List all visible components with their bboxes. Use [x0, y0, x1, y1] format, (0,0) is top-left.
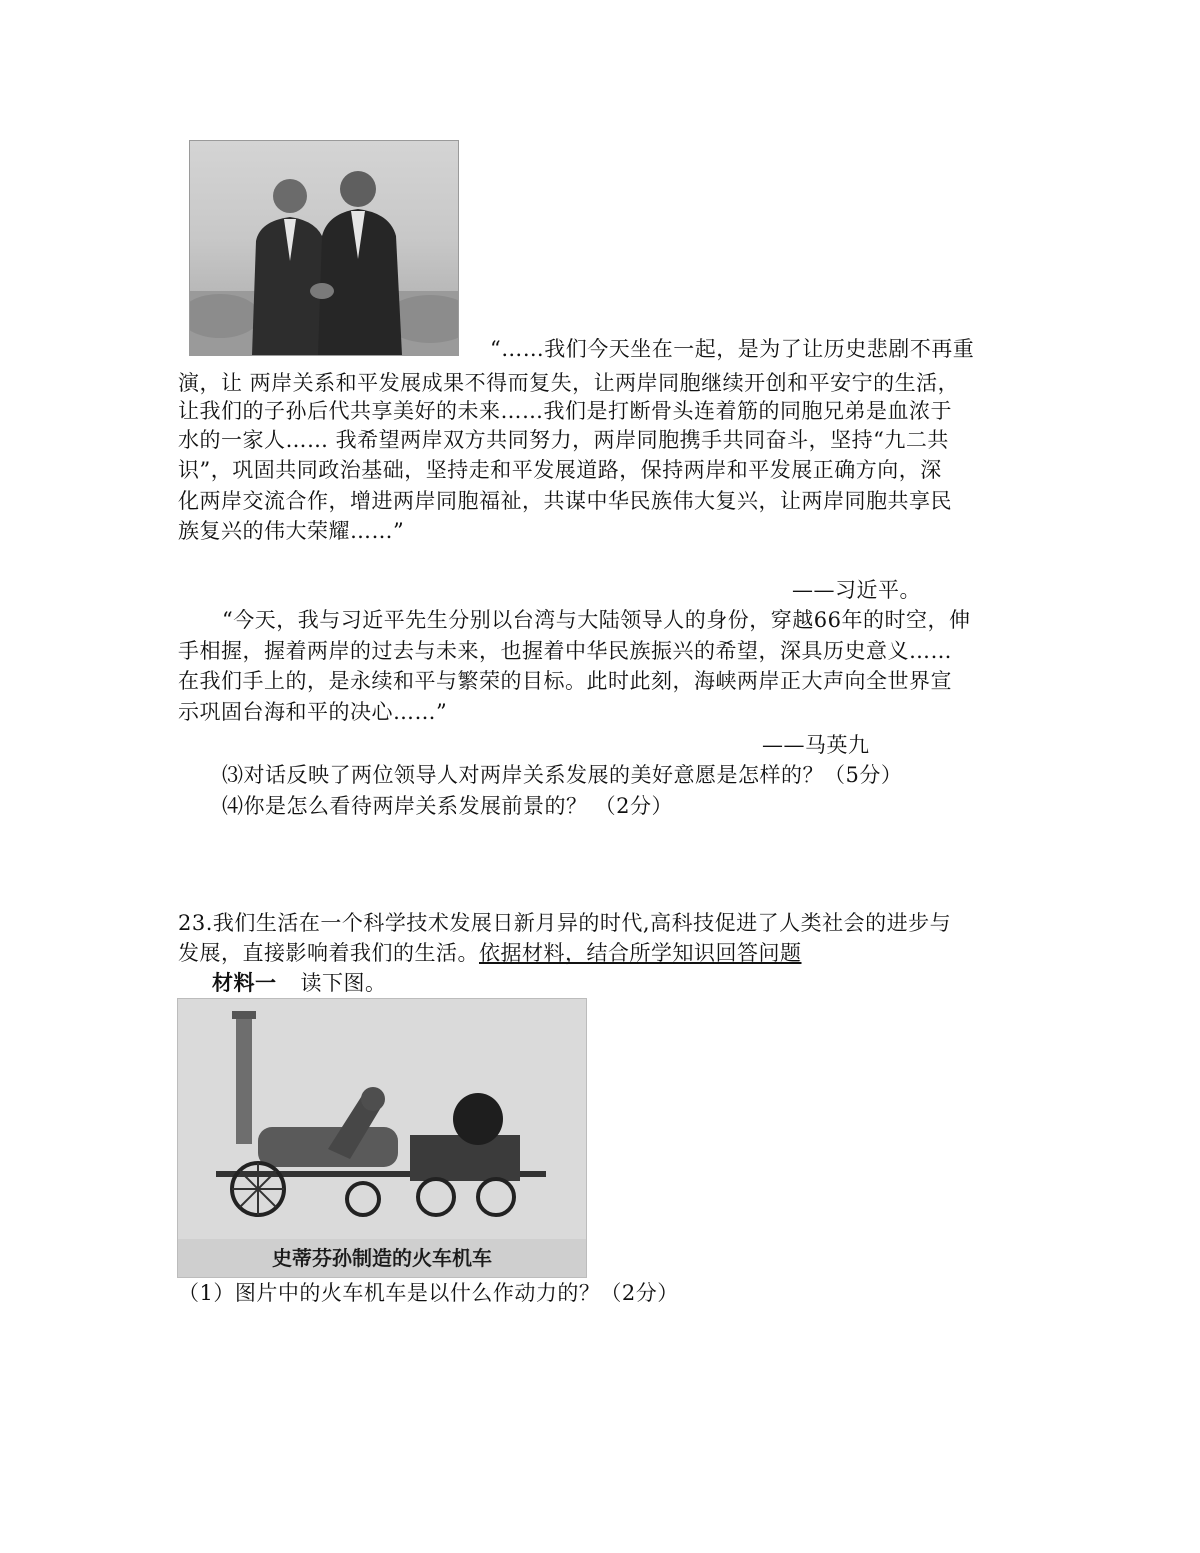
locomotive-caption: 史蒂芬孙制造的火车机车 — [272, 1246, 492, 1270]
ma-quote-line: 在我们手上的，是永续和平与繁荣的目标。此时此刻，海峡两岸正大声向全世界宣 — [178, 669, 952, 693]
q23-intro-line-1: 23.我们生活在一个科学技术发展日新月异的时代,高科技促进了人类社会的进步与 — [178, 911, 952, 935]
ma-quote-line: 手相握，握着两岸的过去与未来，也握着中华民族振兴的希望，深具历史意义…… — [178, 639, 952, 663]
xi-quote-line: 水的一家人…… 我希望两岸双方共同努力，两岸同胞携手共同奋斗，坚持“九二共 — [178, 428, 949, 452]
question-3: ⑶对话反映了两位领导人对两岸关系发展的美好意愿是怎样的？（5分） — [222, 763, 903, 787]
material-text: 读下图。 — [300, 971, 387, 995]
locomotive-image — [177, 998, 587, 1278]
material-one-line — [212, 968, 387, 998]
q23-question-1: （1）图片中的火车机车是以什么作动力的？（2分） — [178, 1281, 679, 1305]
q23-intro-plain: 发展，直接影响着我们的生活。 — [178, 941, 479, 965]
xi-quote-line: 让我们的子孙后代共享美好的未来……我们是打断骨头连着筋的同胞兄弟是血浓于 — [178, 399, 952, 423]
q23-intro-underlined: 依据材料，结合所学知识回答问题 — [479, 941, 802, 965]
ma-quote-line: “今天，我与习近平先生分别以台湾与大陆领导人的身份，穿越66年的时空，伸 — [222, 608, 971, 632]
xi-quote-line: 演，让 两岸关系和平发展成果不得而复失，让两岸同胞继续开创和平安宁的生活， — [178, 371, 960, 395]
question-4: ⑷你是怎么看待两岸关系发展前景的？ （2分） — [222, 794, 674, 818]
xi-quote-line: 识”，巩固共同政治基础，坚持走和平发展道路，保持两岸和平发展正确方向，深 — [178, 458, 942, 482]
leaders-handshake-photo — [189, 140, 459, 356]
material-label: 材料一 — [212, 970, 277, 995]
q23-intro-line-2 — [178, 938, 802, 968]
xi-quote-line: 化两岸交流合作，增进两岸同胞福祉，共谋中华民族伟大复兴，让两岸同胞共享民 — [178, 489, 952, 513]
ma-quote-line: 示巩固台海和平的决心……” — [178, 700, 448, 724]
ma-attribution: ——马英九 — [762, 733, 870, 757]
xi-quote-line: “……我们今天坐在一起，是为了让历史悲剧不再重 — [490, 337, 975, 361]
xi-quote-line: 族复兴的伟大荣耀……” — [178, 519, 405, 543]
locomotive-illustration — [178, 999, 586, 1277]
handshake-illustration — [190, 141, 458, 355]
xi-attribution: ——习近平。 — [792, 578, 921, 602]
